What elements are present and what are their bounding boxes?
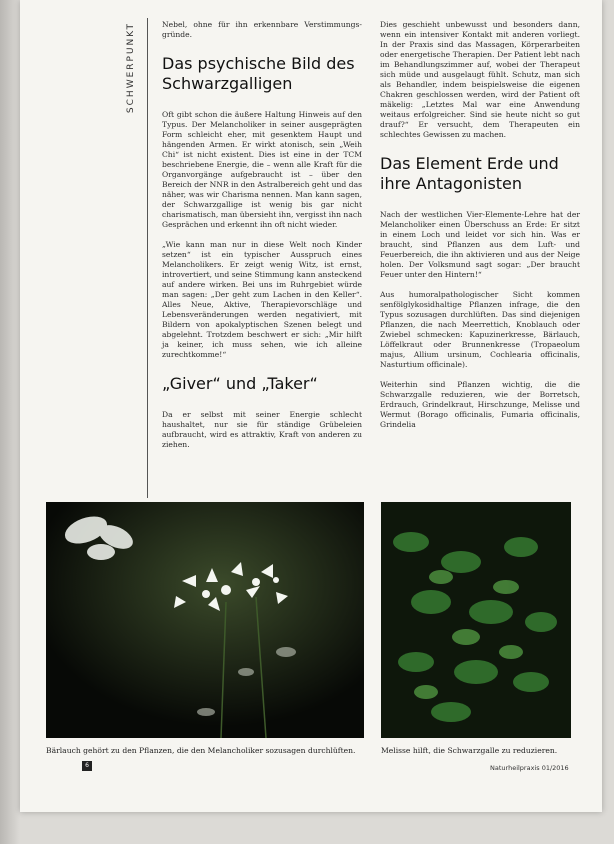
paragraph: Aus humoralpathologischer Sicht kommen senfölglykosidhaltige Pflanzen infrage, die den Typus sozusagen durchlüften. Das sind diejenigen Pflanzen, die nach Meerrettich, Knoblauch oder Zwiebel schmecken: Kapuzinerkresse, Bärlauch, Löffelkraut oder Brunnenkresse (Tropaeolum majus, Allium ursinum, Cochlearia officinalis, Nasturtium officinale). [380,290,580,369]
page-number: 6 [82,761,92,771]
heading-psychisches-bild: Das psychische Bild des Schwarzgalligen [162,54,355,93]
caption-left: Bärlauch gehört zu den Pflanzen, die den Melancholiker sozusagen durchlüften. [46,746,356,755]
paragraph: Nach der westlichen Vier-Elemente-Lehre hat der Melancholiker einen Überschuss an Erde: Er sitzt in einem Loch und leidet vor sich hin. Was er braucht, sind Pflanzen aus dem Luft- und Feuerbereich, die ihn aktivieren und aus der Neige holen. Der Volksmund sagt sogar: „Der braucht Feuer unter den Hintern!“ [380,210,580,279]
page-edge-shadow [0,0,20,844]
vertical-rule [147,18,148,498]
flower-image [46,502,364,738]
section-label: SCHWERPUNKT [126,22,136,114]
paragraph: Da er selbst mit seiner Energie schlecht haushaltet, nur sie für ständige Grübeleien aufbraucht, wird es attraktiv, Kraft von anderen zu ziehen. [162,410,362,449]
text-column-right [380,20,580,440]
photo-melisse [381,502,571,738]
paragraph: Weiterhin sind Pflanzen wichtig, die die Schwarzgalle reduzieren, wie der Borretsch, Erdrauch, Grindelkraut, Hirschzunge, Melisse und Wermut (Borago officinalis, Fumaria officinalis, Grindelia [380,380,580,429]
intro-text: Nebel, ohne für ihn erkennbare Verstimmungs-gründe. [162,20,362,39]
heading-element-erde: Das Element Erde und ihre Antagonisten [380,154,559,193]
footer-publication: Naturheilpraxis 01/2016 [490,764,569,772]
caption-right: Melisse hilft, die Schwarzgalle zu reduzieren. [381,746,558,755]
paragraph: Dies geschieht unbewusst und besonders dann, wenn ein intensiver Kontakt mit anderen vorliegt. In der Praxis sind das Massagen, Körperarbeiten oder energetische Therapien. Der Patient lebt nach im Behandlungszimmer auf, wobei der Therapeut sich müde und ausgelaugt fühlt. Schutz, man sich als Behandler, indem beispielsweise die eigenen Chakren geschlossen werden, wird der Patient oft mäkelig: „Letztes Mal war eine Anwendung weitaus erfolgreicher. Sind sie heute nicht so gut drauf?“ Er versucht, dem Therapeuten ein schlechtes Gewissen zu machen. [380,20,580,139]
heading-giver-taker: „Giver“ und „Taker“ [162,374,318,393]
melisse-image [381,502,571,738]
paragraph: Oft gibt schon die äußere Haltung Hinweis auf den Typus. Der Melancholiker in seiner ausgeprägten Form schleicht eher, mit gesenktem Haupt und hängenden Armen. Er wirkt atonisch, sein „Weih Chi“ ist nicht existent. Dies ist eine in der TCM beschriebene Energie, die – wenn alle Kraft für die Organvorgänge aufgebraucht ist – über den Bereich der NNR in den Astralbereich geht und das näher, was wir Charisma nennen. Man kann sagen, der Schwarzgallige ist wenig bis gar nicht charismatisch, man übersieht ihn, vergisst ihn nach Gesprächen und erkennt ihn oft nicht wieder. [162,110,362,229]
photo-baerlauch [46,502,364,738]
text-column-left [162,20,362,460]
paragraph: „Wie kann man nur in diese Welt noch Kinder setzen“ ist ein typischer Ausspruch eines Melancholikers. Er zeigt wenig Witz, ist ernst, introvertiert, und seine Stimmung kann ansteckend auf andere wirken. Bei uns im Ruhrgebiet würde man sagen: „Der geht zum Lachen in den Keller“. Alles Neue, Aktive, Therapievorschläge und Lebensveränderungen werden negativiert, mit Bildern von apokalyptischen Szenen belegt und abgelehnt. Trotzdem beschwert er sich: „Mir hilft ja keiner, ich muss sehen, wie ich alleine zurechtkomme!“ [162,240,362,359]
